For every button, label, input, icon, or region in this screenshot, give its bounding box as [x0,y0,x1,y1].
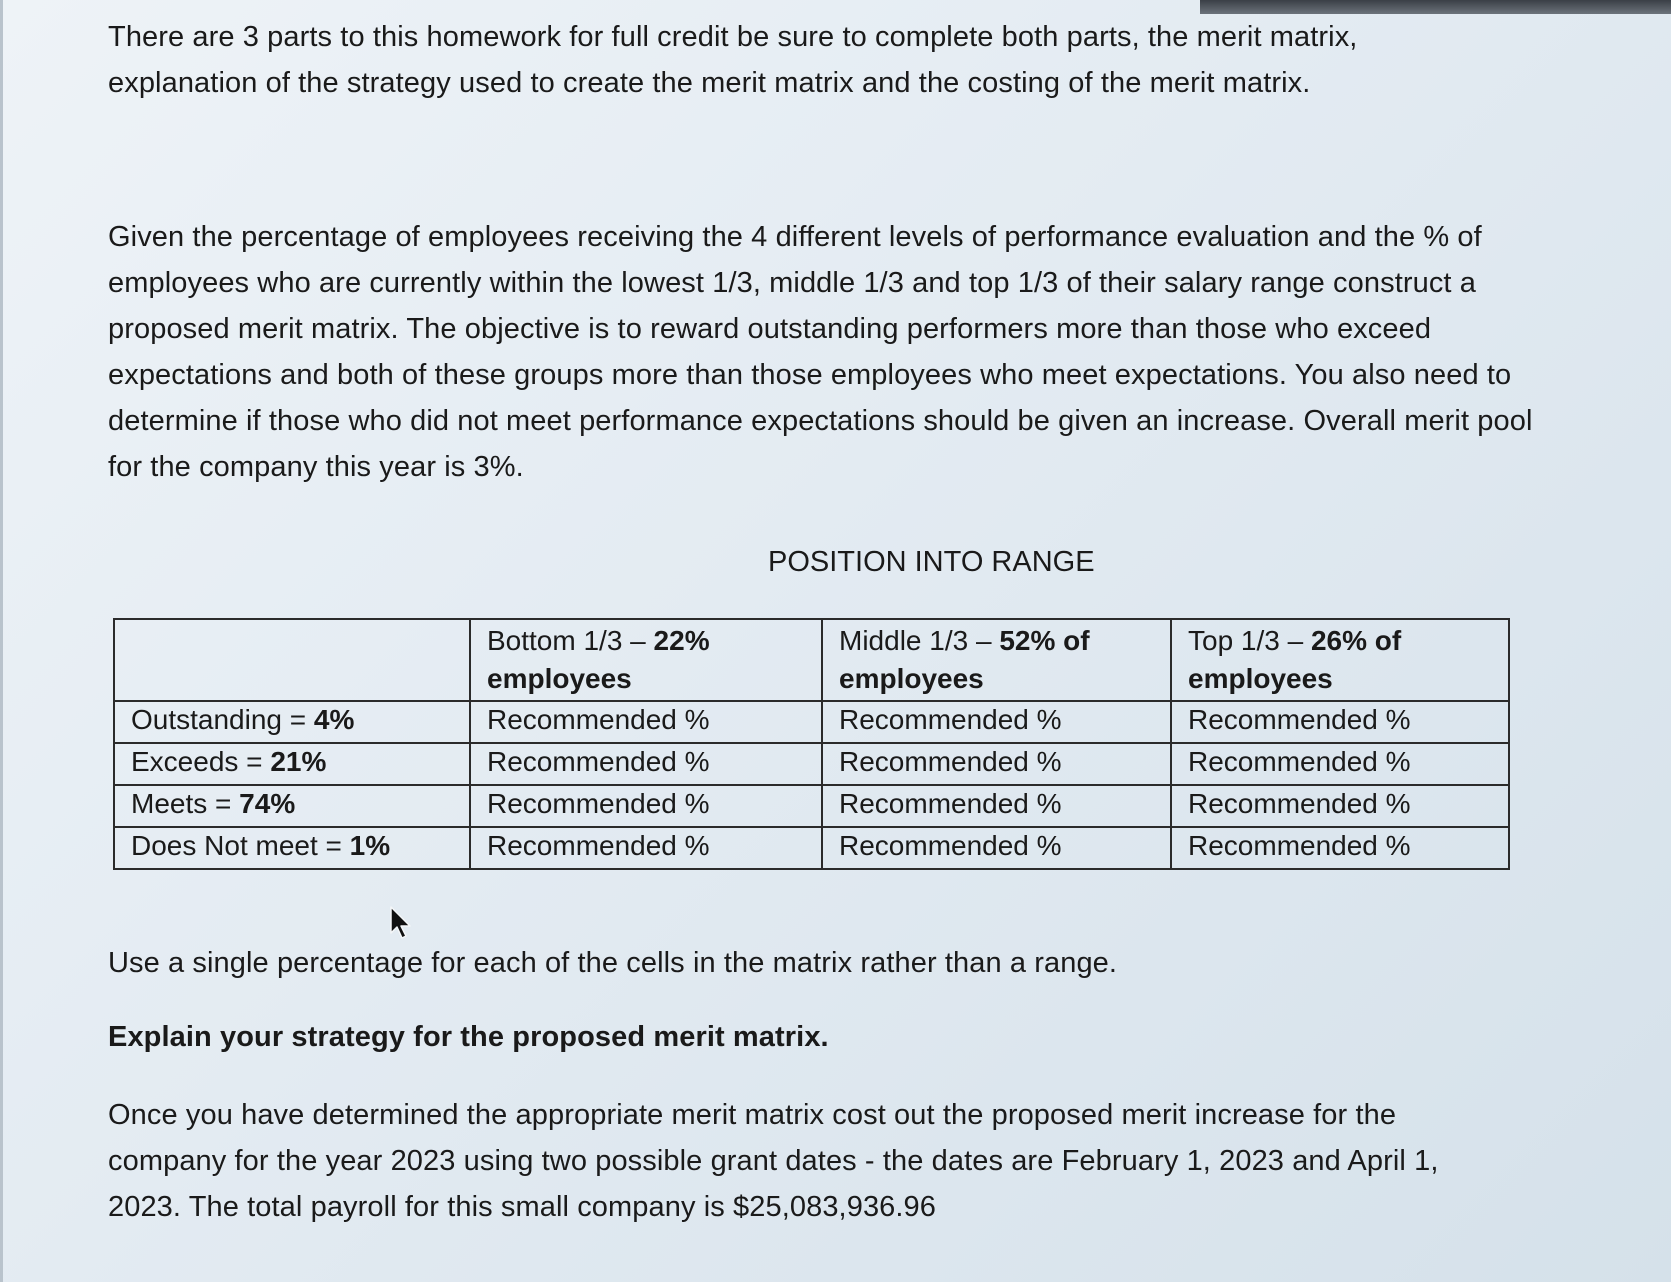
column-header-prefix: Bottom 1/3 – [487,625,654,656]
monitor-left-edge [0,0,3,1282]
row-label-meets [114,785,470,827]
monitor-bezel-edge [1200,0,1671,14]
row-label-value: 74% [239,788,296,819]
row-label-value: 4% [313,704,355,735]
row-label-text: Outstanding = [131,704,314,735]
instructions-paragraph: Given the percentage of employees receiving the 4 different levels of performance evaluation and the % of employees who are currently within the lowest 1/3, middle 1/3 and top 1/3 of their salary range construct a proposed merit matrix. The objective is to reward outstanding performers more than those who exceed expectations and both of these groups more than those employees who meet expectations. You also need to determine if those who did not meet performance expectations should be given an increase. Overall merit pool for the company this year is 3%. [108,221,1533,483]
table-row-outstanding [114,701,1509,743]
matrix-cell[interactable]: Recommended % [470,743,822,785]
matrix-cell[interactable]: Recommended % [470,827,822,869]
column-header-share: 22% employees [487,625,710,694]
strategy-prompt: Explain your strategy for the proposed merit matrix. [108,1021,829,1053]
costing-paragraph: Once you have determined the appropriate merit matrix cost out the proposed merit increase for the company for the year 2023 using two possible grant dates - the dates are February 1, 2023 and April 1, 2023. The total payroll for this small company is $25,083,936.96 [108,1099,1439,1223]
row-label-text: Exceeds = [131,746,271,777]
column-header-share: 26% of employees [1188,625,1402,694]
row-label-text: Does Not meet = [131,830,350,861]
matrix-cell[interactable]: Recommended % [470,785,822,827]
row-label-outstanding [114,701,470,743]
column-header-share: 52% of employees [839,625,1090,694]
merit-matrix-table [113,618,1510,870]
matrix-cell[interactable]: Recommended % [822,701,1171,743]
column-header-middle-third [822,619,1171,701]
row-label-does-not-meet [114,827,470,869]
matrix-header-row [114,619,1509,701]
single-percentage-note: Use a single percentage for each of the cells in the matrix rather than a range. [108,947,1118,979]
matrix-title: POSITION INTO RANGE [768,546,1095,578]
column-header-bottom-third [470,619,822,701]
row-label-exceeds [114,743,470,785]
column-header-prefix: Middle 1/3 – [839,625,1000,656]
column-header-top-third [1171,619,1509,701]
matrix-cell[interactable]: Recommended % [1171,743,1509,785]
matrix-header-blank [114,619,470,701]
matrix-cell[interactable]: Recommended % [1171,785,1509,827]
intro-paragraph: There are 3 parts to this homework for full credit be sure to complete both parts, the merit matrix, explanation of the strategy used to create the merit matrix and the costing of the merit matrix. [108,21,1358,99]
matrix-cell[interactable]: Recommended % [1171,827,1509,869]
table-row-exceeds [114,743,1509,785]
matrix-cell[interactable]: Recommended % [822,743,1171,785]
table-row-meets [114,785,1509,827]
matrix-cell[interactable]: Recommended % [470,701,822,743]
mouse-pointer-icon [389,905,415,941]
matrix-cell[interactable]: Recommended % [822,827,1171,869]
row-label-value: 21% [270,746,327,777]
column-header-prefix: Top 1/3 – [1188,625,1311,656]
table-row-does-not-meet [114,827,1509,869]
row-label-text: Meets = [131,788,240,819]
matrix-cell[interactable]: Recommended % [822,785,1171,827]
matrix-cell[interactable]: Recommended % [1171,701,1509,743]
row-label-value: 1% [349,830,391,861]
